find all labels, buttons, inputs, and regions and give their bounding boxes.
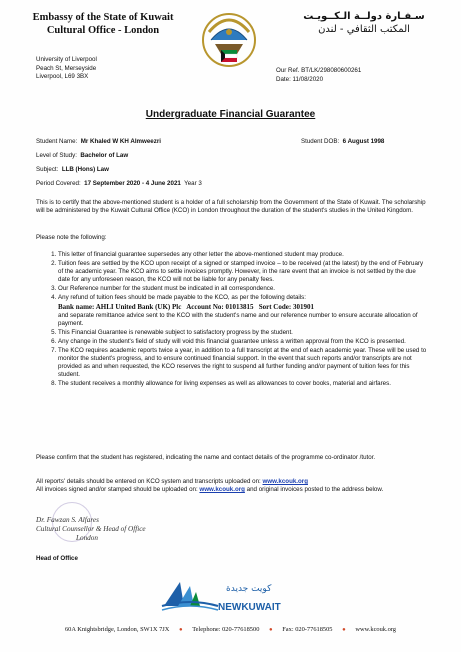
footer-fax: Fax: 020-77618505: [282, 626, 333, 633]
student-dob-label: Student DOB:: [301, 138, 340, 145]
address-line3: Liverpool, L69 3BX: [36, 73, 89, 81]
subject-label: Subject:: [36, 166, 59, 173]
bullet-icon: ●: [178, 627, 183, 633]
note-item: [58, 294, 428, 327]
student-dob-field: [301, 138, 384, 146]
upload-line2-text: All invoices signed and/or stamped should be uploaded on:: [36, 486, 198, 494]
account-value: 01013815: [225, 302, 254, 311]
subject-field: [36, 166, 109, 174]
reference-block: [276, 67, 361, 84]
header-arabic: [289, 10, 439, 36]
header-en-line1: Embassy of the State of Kuwait: [32, 12, 174, 23]
upload-instructions: [36, 478, 428, 494]
student-name-label: Student Name:: [36, 138, 78, 145]
kuwait-emblem-icon: [201, 10, 257, 70]
signatory-role: Cultural Counsellor & Head of Office: [36, 525, 146, 533]
head-of-office-caption: Head of Office: [36, 555, 78, 562]
document-title: Undergraduate Financial Guarantee: [145, 109, 316, 120]
note-item: 5. This Financial Guarantee is renewable subject to satisfactory progress by the student.: [58, 329, 428, 337]
sort-code-value: 301901: [292, 302, 314, 311]
note-item: 1. This letter of financial guarantee supersedes any other letter the above-mentioned student may produce.: [58, 251, 428, 259]
account-label: Account No:: [186, 302, 224, 311]
footer-web[interactable]: www.kcouk.org: [355, 626, 396, 633]
header-en-line2: Cultural Office - London: [46, 25, 160, 36]
recipient-address: [36, 56, 97, 82]
note-item: 8. The student receives a monthly allowance for living expenses as well as allowances to cover books, material and airfares.: [58, 380, 428, 388]
student-name-value: Mr Khaled W KH Almweezri: [80, 138, 161, 145]
upload-line2-tail: and original invoices posted to the address below.: [246, 486, 384, 494]
header-english: [28, 11, 178, 37]
new-kuwait-logo: [160, 576, 300, 618]
level-value: Bachelor of Law: [80, 152, 129, 159]
note-heading: [36, 234, 428, 242]
bank-name-label: Bank name:: [58, 302, 95, 311]
bullet-icon: ●: [269, 627, 273, 633]
letter-date: Date: 11/08/2020: [276, 75, 324, 83]
address-line2: Peach St, Merseyside: [36, 64, 97, 72]
bank-name-value: AHLI United Bank (UK) Plc: [95, 302, 182, 311]
confirm-paragraph: [36, 454, 428, 462]
intro-paragraph: [36, 199, 428, 215]
logo-arabic: كويت جديدة: [226, 584, 272, 594]
note-item: 3. Our Reference number for the student must be indicated in all correspondence.: [58, 285, 428, 293]
confirm-text: Please confirm that the student has registered, indicating the name and contact details of the programme co-ordinator /tutor.: [36, 454, 376, 461]
header-ar-line1: سـفـارة دولــة الـكــويـت: [303, 11, 425, 22]
note-item: 6. Any change in the student's field of study will void this financial guarantee unless a written approval from the KCO is presented.: [58, 338, 428, 346]
level-of-study-field: [36, 152, 128, 160]
footer: [0, 626, 461, 633]
signatory-place: London: [76, 534, 98, 542]
signature-block: [36, 516, 176, 554]
intro-text: This is to certify that the above-mentioned student is a holder of a full scholarship from the Government of the State of Kuwait. The scholarship will be administered by the Kuwait Cultural Office (KCO) in London throughout the duration of the student's studies in the United Kingdom.: [36, 199, 426, 215]
note-heading-text: Please note the following:: [36, 234, 107, 241]
note-item-text: Any refund of tuition fees should be made payable to the KCO, as per the following details:: [58, 294, 306, 302]
kcouk-link[interactable]: www.kcouk.org: [262, 478, 308, 485]
period-value: 17 September 2020 - 4 June 2021: [84, 180, 181, 187]
note-item: 2. Tuition fees are settled by the KCO upon receipt of a signed or stamped invoice – to be received (at the latest) by the end of February of the academic year. The KCO aims to settle invoices promptly. However, in the rare event that an invoice is not settled by the due date for any unforeseen reason, the KCO will not be liable for any penalty fees.: [58, 260, 428, 284]
upload-line1: [36, 478, 428, 486]
footer-telephone: Telephone: 020-77618500: [192, 626, 260, 633]
our-reference: Our Ref. BT/LK/298080600261: [276, 67, 362, 74]
bullet-icon: ●: [342, 627, 346, 633]
student-dob-value: 6 August 1998: [342, 138, 385, 145]
footer-address: 60A Knightsbridge, London, SW1X 7JX: [64, 626, 170, 633]
period-label: Period Covered:: [36, 180, 81, 187]
remittance-text: and separate remittance advice sent to the KCO with the student's name and our reference number to ensure accurate allocation of payment.: [58, 311, 418, 327]
year-value: Year 3: [184, 180, 202, 187]
note-item: 7. The KCO requires academic reports twice a year, in addition to a full transcript at the end of each academic year. These will be used to monitor the student's progress, and to ensure continued financial support. In the event that such reports and/or transcripts are not provided as and when requested, the KCO reserves the right to suspend all further funding and/or payment of tuition fees for this student.: [58, 347, 428, 379]
bank-details: [58, 303, 314, 311]
period-covered-field: [36, 180, 202, 188]
subject-value: LLB (Hons) Law: [61, 166, 109, 173]
address-line1: University of Liverpool: [36, 56, 97, 63]
notes-list: [36, 251, 428, 390]
sort-code-label: Sort Code:: [258, 302, 292, 311]
upload-line2: [36, 486, 428, 494]
student-name-field: [36, 138, 161, 146]
level-label: Level of Study:: [36, 152, 77, 159]
logo-text: NEWKUWAIT: [218, 602, 281, 613]
signatory-name: Dr. Fawzan S. Alfares: [36, 516, 99, 524]
kcouk-link[interactable]: www.kcouk.org: [199, 486, 245, 494]
header-ar-line2: المكتب الثقافي - لندن: [318, 24, 410, 35]
upload-line1-text: All reports' details should be entered on KCO system and transcripts uploaded on:: [36, 478, 261, 485]
